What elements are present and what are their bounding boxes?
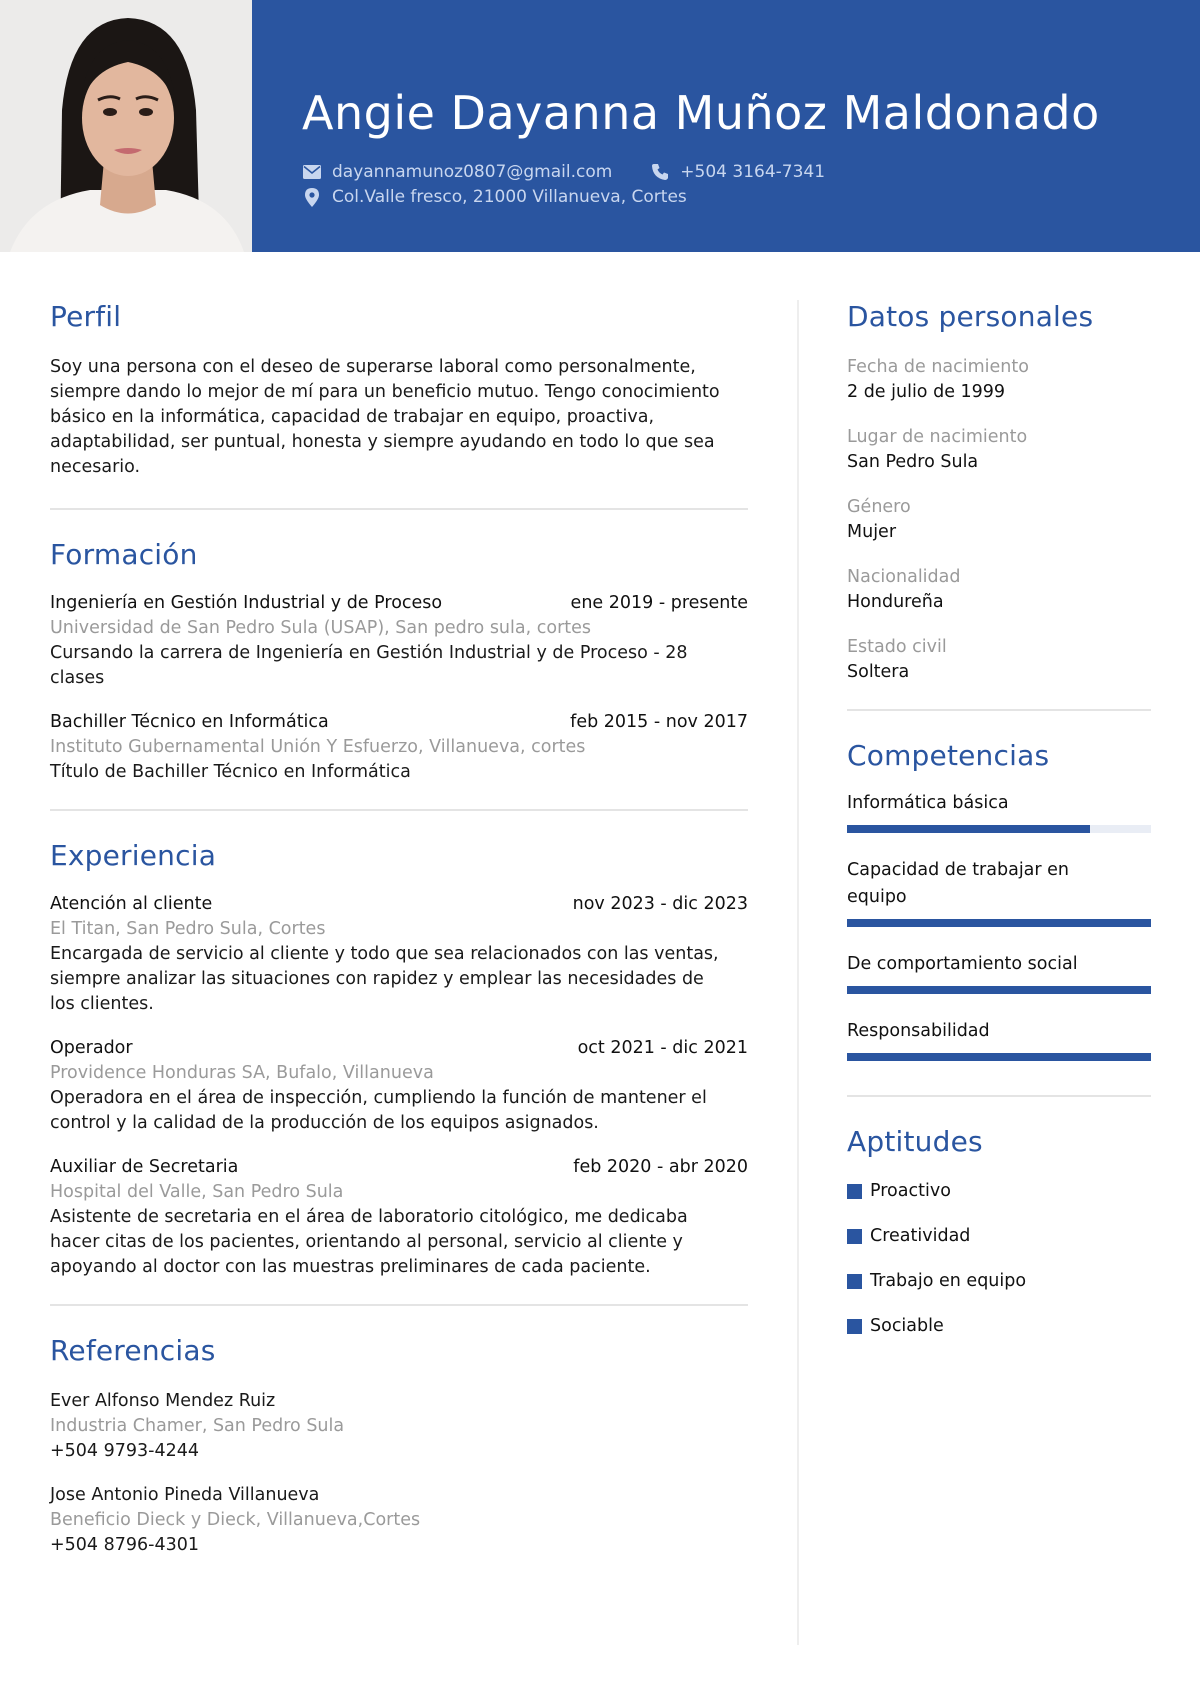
- experience-entry: [50, 1155, 748, 1280]
- section-title-perfil: Perfil: [50, 300, 122, 333]
- section-divider: [847, 1095, 1151, 1097]
- field-label: Lugar de nacimiento: [847, 427, 1028, 447]
- entry-title: Auxiliar de Secretaria: [50, 1157, 239, 1177]
- bullet-square-icon: [847, 1319, 862, 1334]
- skill-item: [847, 790, 1151, 833]
- bullet-square-icon: [847, 1274, 862, 1289]
- description-line: hacer citas de los pacientes, orientando al personal, servicio al cliente y: [50, 1232, 683, 1252]
- phone-icon: [650, 163, 670, 181]
- aptitude-item: [847, 1178, 1151, 1204]
- section-experiencia: [50, 839, 748, 1280]
- reference-phone: +504 9793-4244: [50, 1441, 200, 1461]
- bullet-square-icon: [847, 1184, 862, 1199]
- section-title-aptitudes: Aptitudes: [847, 1125, 983, 1158]
- profile-photo: [0, 0, 252, 252]
- description-line: Cursando la carrera de Ingeniería en Gestión Industrial y de Proceso - 28: [50, 643, 688, 663]
- entry-date: oct 2021 - dic 2021: [577, 1038, 748, 1058]
- section-referencias: [50, 1334, 748, 1558]
- aptitude-label: Creatividad: [870, 1226, 971, 1246]
- field-value: 2 de julio de 1999: [847, 382, 1006, 402]
- entry-title: Ingeniería en Gestión Industrial y de Proceso: [50, 593, 443, 613]
- personal-field: [847, 495, 1151, 545]
- skill-label: equipo: [847, 887, 907, 907]
- section-title-formacion: Formación: [50, 538, 198, 571]
- section-aptitudes: [847, 1125, 1151, 1339]
- skill-label: Responsabilidad: [847, 1021, 990, 1041]
- entry-description: [50, 1205, 748, 1280]
- skill-label: Informática básica: [847, 793, 1009, 813]
- section-title-referencias: Referencias: [50, 1334, 216, 1367]
- section-perfil: [50, 300, 748, 480]
- skill-label: Capacidad de trabajar en: [847, 860, 1070, 880]
- entry-company: Providence Honduras SA, Bufalo, Villanueva: [50, 1063, 434, 1083]
- personal-field: [847, 635, 1151, 685]
- experience-entry: [50, 892, 748, 1017]
- personal-field: [847, 425, 1151, 475]
- reference-phone: +504 8796-4301: [50, 1535, 200, 1555]
- description-line: clases: [50, 668, 105, 688]
- phone-text[interactable]: +504 3164-7341: [680, 162, 826, 182]
- description-line: apoyando al doctor con las muestras preliminares de cada paciente.: [50, 1257, 651, 1277]
- entry-description: [50, 1086, 748, 1136]
- aptitude-item: [847, 1223, 1151, 1249]
- entry-date: feb 2020 - abr 2020: [573, 1157, 748, 1177]
- field-label: Fecha de nacimiento: [847, 357, 1029, 377]
- main-column: [50, 300, 748, 1558]
- section-datos: [847, 300, 1151, 685]
- entry-date: ene 2019 - presente: [570, 593, 748, 613]
- field-label: Nacionalidad: [847, 567, 961, 587]
- description-line: los clientes.: [50, 994, 154, 1014]
- section-divider: [50, 1304, 748, 1306]
- envelope-icon: [302, 163, 322, 181]
- aptitude-item: [847, 1268, 1151, 1294]
- entry-company: Hospital del Valle, San Pedro Sula: [50, 1182, 344, 1202]
- email-text[interactable]: dayannamunoz0807@gmail.com: [332, 162, 613, 182]
- column-divider: [797, 300, 799, 1645]
- skill-bar-track: [847, 825, 1151, 833]
- field-value: Soltera: [847, 662, 910, 682]
- skill-bar-track: [847, 1053, 1151, 1061]
- entry-title: Atención al cliente: [50, 894, 213, 914]
- skill-bar-fill: [847, 825, 1090, 833]
- aptitude-item: [847, 1313, 1151, 1339]
- description-line: Operadora en el área de inspección, cumpliendo la función de mantener el: [50, 1088, 707, 1108]
- entry-date: feb 2015 - nov 2017: [570, 712, 748, 732]
- profile-line: básico en la informática, capacidad de trabajar en equipo, proactiva,: [50, 407, 655, 427]
- contact-row-1: [302, 162, 825, 182]
- address-text: Col.Valle fresco, 21000 Villanueva, Cortes: [332, 187, 687, 207]
- profile-line: adaptabilidad, ser puntual, honesta y siempre ayudando en todo lo que sea: [50, 432, 715, 452]
- section-title-experiencia: Experiencia: [50, 839, 217, 872]
- skill-bar-track: [847, 919, 1151, 927]
- section-divider: [847, 709, 1151, 711]
- section-title-datos: Datos personales: [847, 300, 1094, 333]
- experience-entry: [50, 1036, 748, 1136]
- sidebar-column: [847, 300, 1151, 1339]
- entry-title: Bachiller Técnico en Informática: [50, 712, 329, 732]
- profile-line: siempre dando lo mejor de mí para un beneficio mutuo. Tengo conocimiento: [50, 382, 720, 402]
- profile-line: necesario.: [50, 457, 141, 477]
- education-entry: [50, 591, 748, 691]
- aptitude-label: Sociable: [870, 1316, 944, 1336]
- section-formacion: [50, 538, 748, 785]
- section-competencias: [847, 739, 1151, 1061]
- field-value: Hondureña: [847, 592, 944, 612]
- skill-bar-fill: [847, 919, 1151, 927]
- description-line: Asistente de secretaria en el área de laboratorio citológico, me dedicaba: [50, 1207, 688, 1227]
- skill-bar-track: [847, 986, 1151, 994]
- field-label: Estado civil: [847, 637, 947, 657]
- entry-company: El Titan, San Pedro Sula, Cortes: [50, 919, 326, 939]
- personal-field: [847, 565, 1151, 615]
- skill-item: [847, 951, 1151, 994]
- description-line: siempre analizar las situaciones con rapidez y emplear las necesidades de: [50, 969, 704, 989]
- skill-label: De comportamiento social: [847, 954, 1078, 974]
- aptitude-list: [847, 1178, 1151, 1339]
- header-banner: [0, 0, 1200, 252]
- skill-item: [847, 1018, 1151, 1061]
- entry-description: [50, 942, 748, 1017]
- entry-description: [50, 641, 748, 691]
- section-divider: [50, 809, 748, 811]
- description-line: control y la calidad de la producción de los equipos asignados.: [50, 1113, 599, 1133]
- description-line: Encargada de servicio al cliente y todo que sea relacionados con las ventas,: [50, 944, 719, 964]
- profile-line: Soy una persona con el deseo de superarse laboral como personalmente,: [50, 357, 696, 377]
- reference-entry: [50, 1483, 748, 1558]
- reference-name: Jose Antonio Pineda Villanueva: [50, 1485, 320, 1505]
- profile-text: [50, 355, 748, 480]
- entry-institution: Universidad de San Pedro Sula (USAP), San pedro sula, cortes: [50, 618, 592, 638]
- reference-org: Beneficio Dieck y Dieck, Villanueva,Cortes: [50, 1510, 421, 1530]
- contact-row-2: [302, 187, 687, 207]
- reference-name: Ever Alfonso Mendez Ruiz: [50, 1391, 276, 1411]
- field-value: San Pedro Sula: [847, 452, 979, 472]
- entry-institution: Instituto Gubernamental Unión Y Esfuerzo, Villanueva, cortes: [50, 737, 586, 757]
- section-divider: [50, 508, 748, 510]
- bullet-square-icon: [847, 1229, 862, 1244]
- personal-field: [847, 355, 1151, 405]
- aptitude-label: Proactivo: [870, 1181, 951, 1201]
- entry-description: Título de Bachiller Técnico en Informática: [50, 762, 411, 782]
- section-title-competencias: Competencias: [847, 739, 1050, 772]
- skill-bar-fill: [847, 986, 1151, 994]
- entry-title: Operador: [50, 1038, 133, 1058]
- reference-org: Industria Chamer, San Pedro Sula: [50, 1416, 345, 1436]
- entry-date: nov 2023 - dic 2023: [572, 894, 748, 914]
- map-pin-icon: [302, 188, 322, 206]
- applicant-name: Angie Dayanna Muñoz Maldonado: [302, 86, 1100, 140]
- skill-item: [847, 857, 1151, 927]
- reference-entry: [50, 1389, 748, 1464]
- field-value: Mujer: [847, 522, 897, 542]
- skill-bar-fill: [847, 1053, 1151, 1061]
- field-label: Género: [847, 497, 911, 517]
- aptitude-label: Trabajo en equipo: [870, 1271, 1027, 1291]
- education-entry: [50, 710, 748, 785]
